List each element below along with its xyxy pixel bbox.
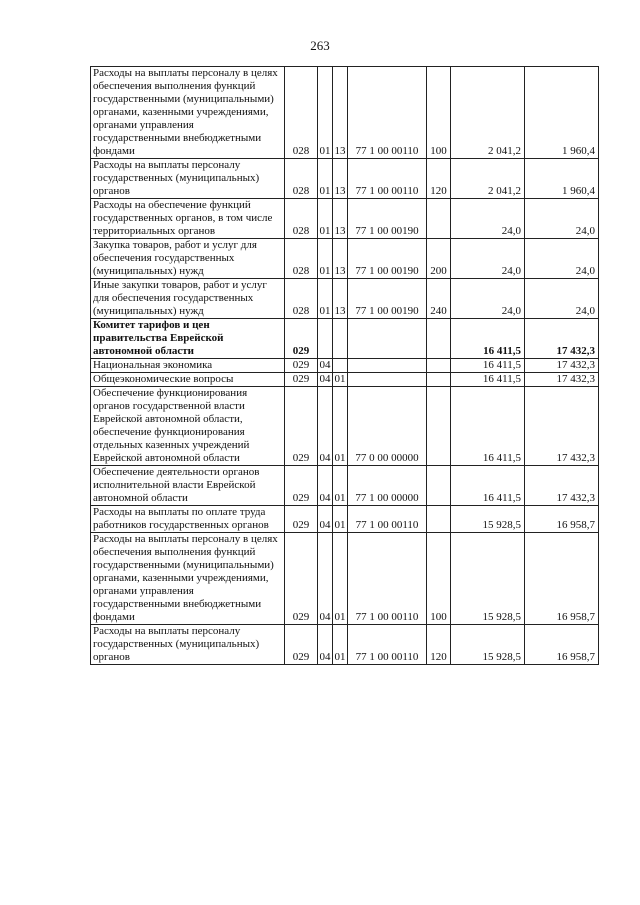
row-sum-year2: 1 960,4 (525, 67, 599, 159)
row-expense-type: 240 (427, 279, 451, 319)
row-subsection-code: 13 (333, 239, 348, 279)
table-row (91, 506, 599, 533)
row-sum-year1: 15 928,5 (451, 506, 525, 533)
row-expense-type: 120 (427, 159, 451, 199)
row-grbs-code: 029 (285, 387, 318, 466)
row-target-article: 77 1 00 00190 (348, 279, 427, 319)
row-expense-type: 120 (427, 625, 451, 665)
row-sum-year2: 24,0 (525, 239, 599, 279)
row-section-code: 01 (318, 239, 333, 279)
row-section-code: 04 (318, 625, 333, 665)
row-section-code: 04 (319, 359, 331, 371)
table-row (91, 373, 599, 387)
table-row (91, 279, 599, 319)
row-subsection-code: 13 (333, 279, 348, 319)
row-sum-year2: 17 432,3 (525, 373, 599, 387)
row-target-article: 77 1 00 00110 (348, 533, 427, 625)
row-sum-year1: 2 041,2 (451, 67, 525, 159)
row-name: Общеэкономические вопросы (91, 373, 285, 387)
row-subsection-code: 13 (333, 67, 348, 159)
row-sum-year1: 16 411,5 (451, 387, 525, 466)
row-target-article: 77 1 00 00110 (348, 625, 427, 665)
row-expense-type (427, 466, 451, 506)
row-target-article: 77 1 00 00000 (348, 466, 427, 506)
row-subsection-code (333, 359, 348, 373)
row-sum-year2: 17 432,3 (525, 387, 599, 466)
row-sum-year2: 1 960,4 (525, 159, 599, 199)
row-sum-year1: 2 041,2 (451, 159, 525, 199)
row-target-article: 77 1 00 00190 (348, 199, 427, 239)
table-row (91, 239, 599, 279)
row-subsection-code (333, 319, 348, 359)
table-row (91, 625, 599, 665)
row-sum-year2: 16 958,7 (525, 625, 599, 665)
row-section-code: 01 (318, 279, 333, 319)
row-sum-year2: 16 958,7 (525, 506, 599, 533)
table-row (91, 319, 599, 359)
row-sum-year2: 17 432,3 (525, 319, 599, 359)
row-section-code: 04 (318, 506, 333, 533)
row-grbs-code: 028 (285, 239, 318, 279)
budget-table (90, 66, 599, 665)
row-name: Иные закупки товаров, работ и услуг для обеспечения государственных (муниципальных) нужд (91, 279, 285, 319)
row-sum-year1: 16 411,5 (451, 466, 525, 506)
row-target-article: 77 1 00 00110 (348, 67, 427, 159)
row-sum-year2: 17 432,3 (525, 466, 599, 506)
row-subsection-code: 01 (333, 466, 348, 506)
row-section-code: 04 (319, 373, 331, 385)
row-subsection-code: 01 (333, 625, 348, 665)
row-subsection-code: 13 (333, 199, 348, 239)
row-target-article: 77 1 00 00110 (348, 506, 427, 533)
row-expense-type: 100 (427, 67, 451, 159)
row-name: Закупка товаров, работ и услуг для обеспечения государственных (муниципальных) нужд (91, 239, 285, 279)
row-target-article (348, 373, 427, 387)
row-target-article: 77 1 00 00190 (348, 239, 427, 279)
row-grbs-code: 029 (285, 466, 318, 506)
row-sum-year1: 15 928,5 (451, 625, 525, 665)
row-name: Расходы на выплаты персоналу в целях обеспечения выполнения функций государственными (муниципальными) органами, казенными учреждениями, органами управления государственными внебюджетными фондами (91, 533, 285, 625)
row-target-article: 77 0 00 00000 (348, 387, 427, 466)
row-sum-year1: 24,0 (451, 199, 525, 239)
row-sum-year2: 24,0 (525, 279, 599, 319)
row-grbs-code: 029 (285, 373, 318, 387)
row-name: Расходы на выплаты персоналу государственных (муниципальных) органов (91, 159, 285, 199)
row-sum-year1: 16 411,5 (451, 319, 525, 359)
row-grbs-code: 029 (285, 625, 318, 665)
row-section-code: 01 (318, 159, 333, 199)
row-expense-type (427, 373, 451, 387)
row-sum-year1: 24,0 (451, 279, 525, 319)
row-sum-year1: 24,0 (451, 239, 525, 279)
row-section-code (318, 319, 333, 359)
row-name: Расходы на выплаты персоналу государственных (муниципальных) органов (91, 625, 285, 665)
row-expense-type (427, 387, 451, 466)
row-expense-type (427, 506, 451, 533)
row-name: Расходы на выплаты персоналу в целях обеспечения выполнения функций государственными (муниципальными) органами, казенными учреждениями, органами управления государственными внебюджетными фондами (91, 67, 285, 159)
table-row (91, 387, 599, 466)
table-row (91, 533, 599, 625)
row-grbs-code: 029 (285, 533, 318, 625)
table-row (91, 199, 599, 239)
row-section-code: 01 (318, 67, 333, 159)
row-expense-type: 100 (427, 533, 451, 625)
row-grbs-code: 029 (285, 506, 318, 533)
row-sum-year2: 24,0 (525, 199, 599, 239)
row-expense-type: 200 (427, 239, 451, 279)
row-sum-year2: 17 432,3 (525, 359, 599, 373)
row-name: Обеспечение функционирования органов государственной власти Еврейской автономной области, обеспечение функционирования отдельных казенных учреждений Еврейской автономной области (91, 387, 285, 466)
row-subsection-code: 01 (334, 373, 346, 385)
row-target-article (348, 359, 427, 373)
row-sum-year1: 16 411,5 (451, 373, 525, 387)
row-sum-year1: 15 928,5 (451, 533, 525, 625)
row-section-code: 04 (318, 533, 333, 625)
table-row (91, 67, 599, 159)
row-subsection-code: 13 (333, 159, 348, 199)
row-grbs-code: 028 (285, 159, 318, 199)
row-name: Обеспечение деятельности органов исполнительной власти Еврейской автономной области (91, 466, 285, 506)
row-subsection-code: 01 (333, 506, 348, 533)
row-name: Национальная экономика (91, 359, 285, 373)
row-name: Комитет тарифов и цен правительства Еврейской автономной области (91, 319, 285, 359)
row-grbs-code: 029 (285, 319, 318, 359)
row-section-code: 01 (318, 199, 333, 239)
table-row (91, 159, 599, 199)
row-grbs-code: 028 (285, 199, 318, 239)
row-expense-type (427, 359, 451, 373)
row-name: Расходы на выплаты по оплате труда работников государственных органов (91, 506, 285, 533)
row-sum-year2: 16 958,7 (525, 533, 599, 625)
row-subsection-code: 01 (333, 387, 348, 466)
page-number: 263 (310, 38, 330, 53)
row-target-article: 77 1 00 00110 (348, 159, 427, 199)
table-row (91, 359, 599, 373)
row-expense-type (427, 319, 451, 359)
row-grbs-code: 028 (285, 67, 318, 159)
row-expense-type (427, 199, 451, 239)
table-row (91, 466, 599, 506)
row-subsection-code: 01 (333, 533, 348, 625)
row-target-article (348, 319, 427, 359)
row-section-code: 04 (318, 387, 333, 466)
row-sum-year1: 16 411,5 (451, 359, 525, 373)
row-grbs-code: 028 (285, 279, 318, 319)
row-name: Расходы на обеспечение функций государственных органов, в том числе территориальных органов (91, 199, 285, 239)
row-grbs-code: 029 (285, 359, 318, 373)
row-section-code: 04 (318, 466, 333, 506)
